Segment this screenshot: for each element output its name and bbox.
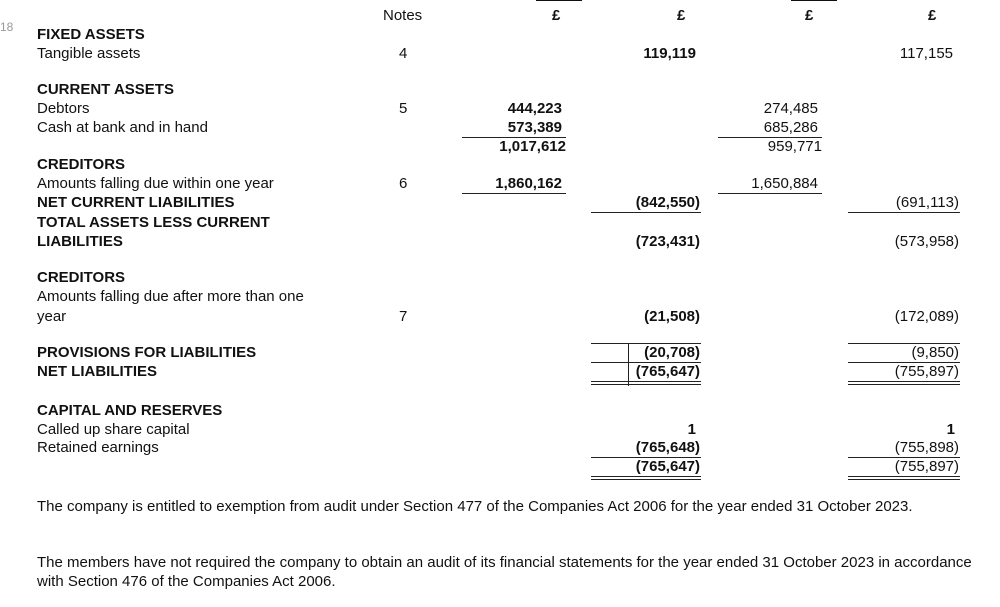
provisions-2023: (20,708) (644, 344, 700, 361)
retained-earnings-2023: (765,648) (635, 439, 700, 456)
capital-total-2023: (765,647) (635, 458, 700, 475)
capital-reserves-heading: CAPITAL AND RESERVES (37, 402, 223, 419)
creditors-long-note: 7 (399, 308, 408, 325)
creditors-short-2022: 1,650,884 (751, 175, 818, 192)
tangible-assets-2022: 117,155 (899, 45, 953, 62)
creditors-short-line-2023 (462, 193, 566, 194)
share-capital-2022: 1 (946, 421, 955, 438)
capital-total-double-line-1-2023 (591, 476, 701, 477)
creditors-short-heading: CREDITORS (37, 156, 126, 173)
net-liabilities-double-line-1-2023 (591, 381, 701, 382)
provisions-label: PROVISIONS FOR LIABILITIES (37, 344, 257, 361)
current-assets-heading: CURRENT ASSETS (37, 81, 174, 98)
creditors-long-heading: CREDITORS (37, 269, 126, 286)
cash-label: Cash at bank and in hand (37, 119, 208, 136)
creditors-short-label: Amounts falling due within one year (37, 175, 274, 192)
members-audit-statement: The members have not required the company to obtain an audit of its financial statements for the year ended 31 October 2023 in accordance with Section 476 of the Companies Act 2006. (37, 554, 972, 590)
cash-2022: 685,286 (763, 119, 818, 136)
currency-header-3: £ (805, 7, 814, 24)
creditors-short-2023: 1,860,162 (495, 175, 562, 192)
notes-header: Notes (383, 7, 423, 24)
ncl-underline-2023 (591, 212, 701, 213)
page-number: 18 (0, 20, 14, 34)
capital-total-double-line-2-2023 (591, 479, 701, 480)
creditors-long-label-1: Amounts falling due after more than one (37, 288, 304, 305)
year-header-2022-clipped (785, 0, 845, 2)
retained-earnings-label: Retained earnings (37, 439, 159, 456)
creditors-short-note: 6 (399, 175, 408, 192)
current-assets-total-2022: 959,771 (767, 138, 822, 155)
net-current-liabilities-2023: (842,550) (635, 194, 700, 211)
capital-total-2022: (755,897) (894, 458, 959, 475)
net-liabilities-double-line-1-2022 (848, 381, 960, 382)
total-assets-less-label-1: TOTAL ASSETS LESS CURRENT (37, 214, 270, 231)
debtors-2022: 274,485 (763, 100, 818, 117)
creditors-short-line-2022 (718, 193, 822, 194)
net-current-liabilities-label: NET CURRENT LIABILITIES (37, 194, 235, 211)
currency-header-1: £ (552, 7, 561, 24)
share-capital-label: Called up share capital (37, 421, 190, 438)
current-assets-total-2023: 1,017,612 (499, 138, 566, 155)
tangible-assets-label: Tangible assets (37, 45, 141, 62)
creditors-long-2023: (21,508) (644, 308, 700, 325)
cash-2023: 573,389 (507, 119, 562, 136)
total-assets-less-label-2: LIABILITIES (37, 233, 123, 250)
share-capital-2023: 1 (687, 421, 696, 438)
creditors-long-2022: (172,089) (894, 308, 959, 325)
fixed-assets-heading: FIXED ASSETS (37, 26, 145, 43)
tangible-assets-note: 4 (399, 45, 408, 62)
net-liabilities-label: NET LIABILITIES (37, 363, 157, 380)
total-assets-less-2022: (573,958) (894, 233, 959, 250)
provisions-2022: (9,850) (911, 344, 959, 361)
tangible-assets-2023: 119,119 (643, 45, 696, 62)
creditors-long-label-2: year (37, 308, 67, 325)
debtors-2023: 444,223 (507, 100, 562, 117)
net-liabilities-2022: (755,897) (894, 363, 959, 380)
capital-total-double-line-2-2022 (848, 479, 960, 480)
net-liabilities-double-line-2-2023 (591, 384, 701, 385)
currency-header-4: £ (928, 7, 937, 24)
net-liabilities-2023: (765,647) (635, 363, 700, 380)
retained-earnings-2022: (755,898) (894, 439, 959, 456)
capital-total-double-line-1-2022 (848, 476, 960, 477)
currency-header-2: £ (677, 7, 686, 24)
ncl-underline-2022 (848, 212, 960, 213)
debtors-note: 5 (399, 100, 408, 117)
net-current-liabilities-2022: (691,113) (895, 194, 959, 211)
total-assets-less-2023: (723,431) (635, 233, 700, 250)
debtors-label: Debtors (37, 100, 90, 117)
year-header-2023-clipped (530, 0, 590, 2)
net-liabilities-double-line-2-2022 (848, 384, 960, 385)
audit-exemption-statement: The company is entitled to exemption from audit under Section 477 of the Companies Act 2006 for the year ended 31 October 2023. (37, 498, 913, 515)
